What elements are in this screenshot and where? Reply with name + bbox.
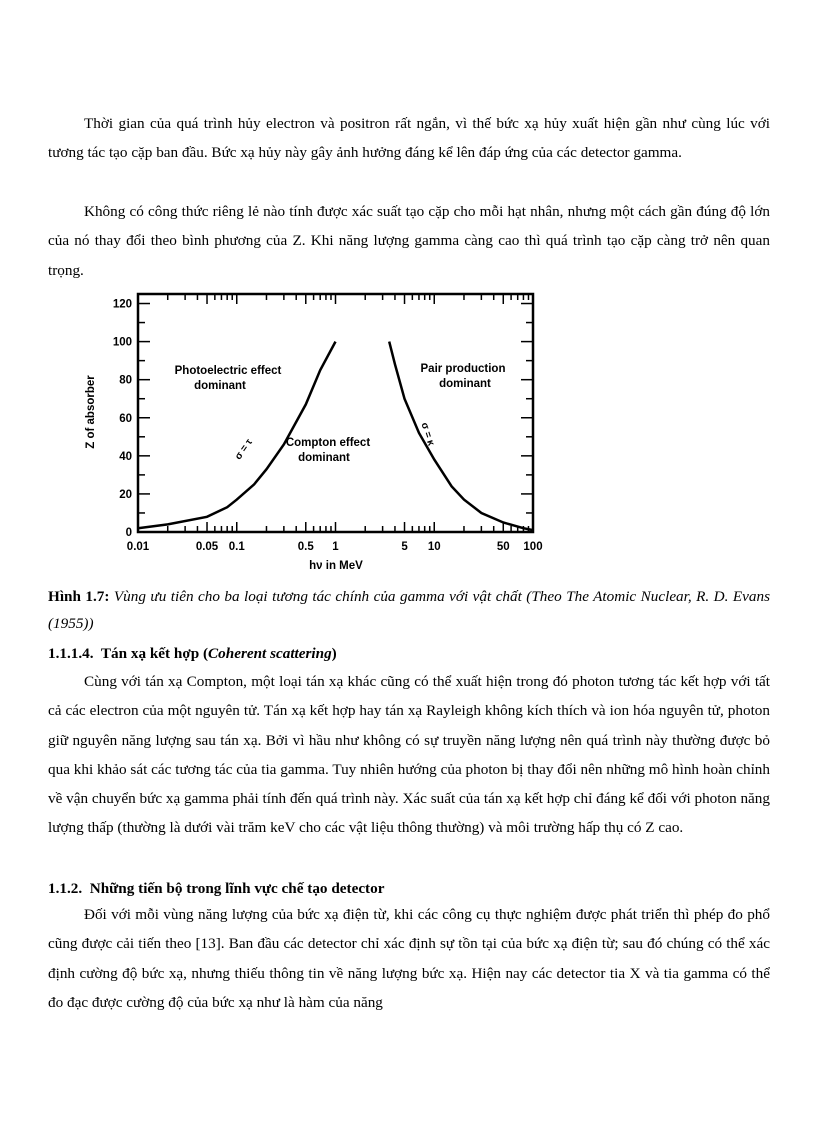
x-tick-label: 5 bbox=[401, 541, 408, 553]
heading-number: 1.1.1.4. bbox=[48, 645, 94, 662]
x-tick-label: 0.01 bbox=[126, 541, 150, 553]
annotation-pair-production: Pair production bbox=[420, 363, 506, 375]
y-tick-label: 60 bbox=[119, 412, 132, 425]
x-tick-label: 0.5 bbox=[297, 541, 314, 553]
curve-label-sigma-kappa: σ = κ bbox=[418, 421, 437, 448]
annotation-photoelectric-dominant: dominant bbox=[194, 380, 246, 392]
x-tick-label: 10 bbox=[427, 541, 441, 553]
y-tick-label: 20 bbox=[119, 488, 132, 501]
y-axis-label: Z of absorber bbox=[85, 375, 97, 449]
heading-number-2: 1.1.2. bbox=[48, 880, 83, 897]
chart-gamma-interactions bbox=[85, 286, 548, 576]
x-tick-label: 1 bbox=[332, 541, 339, 553]
heading-close: ) bbox=[331, 645, 337, 662]
annotation-photoelectric: Photoelectric effect bbox=[174, 365, 282, 377]
x-tick-label: 0.1 bbox=[228, 541, 245, 553]
figure-caption bbox=[48, 583, 770, 637]
section-heading-detector bbox=[48, 878, 770, 900]
figure-interaction-regions bbox=[85, 286, 548, 581]
paragraph-pair-production: Không có công thức riêng lẻ nào tính được xác suất tạo cặp cho mỗi hạt nhân, nhưng một cách gần đúng độ lớn của nó thay đổi theo bình phương của Z. Khi năng lượng gamma càng cao thì quá trình tạo cặp càng trở nên quan trọng. bbox=[48, 203, 770, 279]
heading-text: Tán xạ kết hợp ( bbox=[100, 645, 209, 662]
section-heading-coherent bbox=[48, 643, 770, 665]
paragraph-annihilation: Thời gian của quá trình hủy electron và positron rất ngắn, vì thế bức xạ hủy xuất hiện gần như cùng lúc với tương tác tạo cặp ban đầu. Bức xạ hủy này gây ảnh hưởng đáng kể lên đáp ứng của các detector gamma. bbox=[48, 115, 770, 162]
paragraph-detector-progress: Đối với mỗi vùng năng lượng của bức xạ điện từ, khi các công cụ thực nghiệm được phát triển thì phép đo phổ cũng được cải tiến theo [13]. Ban đầu các detector chỉ xác định sự tồn tại của bức xạ điện từ; sau đó chúng có thể xác định cường độ bức xạ, nhưng thiếu thông tin về năng lượng bức xạ. Hiện nay các detector tia X và tia gamma có thể đo đạc được cường độ của bức xạ như là hàm của năng bbox=[48, 906, 770, 1011]
heading-italic: Coherent scattering bbox=[208, 645, 332, 662]
x-tick-label: 50 bbox=[496, 541, 510, 553]
plot-frame bbox=[138, 294, 533, 532]
y-tick-label: 0 bbox=[125, 527, 132, 539]
y-tick-label: 40 bbox=[119, 450, 132, 463]
y-tick-label: 80 bbox=[119, 374, 132, 387]
x-tick-label: 0.05 bbox=[195, 541, 219, 553]
y-tick-label: 120 bbox=[112, 298, 132, 311]
x-axis-label: hν in MeV bbox=[309, 560, 363, 572]
caption-label: Hình 1.7: bbox=[48, 588, 110, 605]
annotation-compton-dominant: dominant bbox=[298, 452, 350, 464]
caption-text: Vùng ưu tiên cho ba loại tương tác chính của gamma với vật chất (Theo The Atomic Nuclear, R. D. Evans (1955)) bbox=[48, 588, 771, 632]
x-tick-label: 100 bbox=[523, 541, 543, 553]
paragraph-coherent-scattering: Cùng với tán xạ Compton, một loại tán xạ khác cũng có thể xuất hiện trong đó photon tương tác kết hợp với tất cả các electron của một nguyên tử. Tán xạ kết hợp hay tán xạ Rayleigh không kích thích và ion hóa nguyên tử, photon giữ nguyên năng lượng sau tán xạ. Bởi vì hầu như không có sự truyền năng lượng nên quá trình này thường được bỏ qua khi khảo sát các tương tác của tia gamma. Tuy nhiên hướng của photon bị thay đổi nên những mô hình hoàn chỉnh về vận chuyển bức xạ gamma phải tính đến quá trình này. Xác suất của tán xạ kết hợp chỉ đáng kể đối với photon năng lượng thấp (thường là dưới vài trăm keV cho các vật liệu thông thường) và môi trường hấp thụ có Z cao. bbox=[48, 673, 770, 837]
annotation-pair-dominant: dominant bbox=[439, 378, 491, 390]
y-tick-label: 100 bbox=[112, 336, 132, 349]
annotation-compton: Compton effect bbox=[285, 437, 371, 449]
curve-label-sigma-tau: σ = τ bbox=[232, 437, 255, 463]
heading-text-2: Những tiến bộ trong lĩnh vực chế tạo detector bbox=[89, 880, 385, 897]
